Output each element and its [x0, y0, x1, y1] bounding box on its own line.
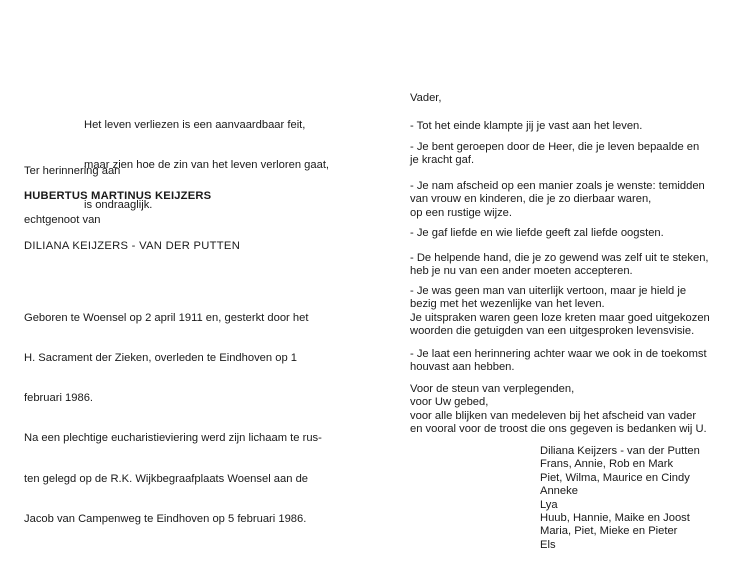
- poem-line: is ondraaglijk.: [84, 199, 153, 212]
- biography-line: februari 1986.: [24, 392, 94, 405]
- signature-line: Els: [540, 538, 556, 551]
- signature-line: Anneke: [540, 485, 578, 498]
- tribute-line: - Tot het einde klampte jij je vast aan het leven.: [410, 120, 643, 132]
- signature-line: Piet, Wilma, Maurice en Cindy: [540, 471, 690, 484]
- signature-line: Huub, Hannie, Maike en Joost: [540, 512, 690, 525]
- tribute-paragraph: [410, 285, 710, 339]
- tribute-line: - Je laat een herinnering achter waar we ook in de toekomst: [410, 348, 707, 360]
- signature-line: Maria, Piet, Mieke en Pieter: [540, 525, 678, 538]
- signature-line: Frans, Annie, Rob en Mark: [540, 458, 674, 471]
- opening-poem: [84, 92, 329, 239]
- tribute-line: Je uitspraken waren geen loze kreten maar goed uitgekozen: [410, 311, 710, 324]
- tribute-line: op een rustige wijze.: [410, 206, 512, 219]
- tribute-line: - Je gaf liefde en wie liefde geeft zal liefde oogsten.: [410, 227, 664, 239]
- tribute-line: - Je nam afscheid op een manier zoals je wenste: temidden: [410, 180, 705, 192]
- biography-line: H. Sacrament der Zieken, overleden te Eindhoven op 1: [24, 352, 298, 365]
- biography-line: ten gelegd op de R.K. Wijkbegraafplaats Woensel aan de: [24, 472, 309, 485]
- biography-line: Jacob van Campenweg te Eindhoven op 5 februari 1986.: [24, 512, 307, 525]
- tribute-paragraph: [410, 180, 710, 220]
- thanks-line: Voor de steun van verplegenden,: [410, 383, 575, 395]
- relation-label: echtgenoot van: [24, 214, 101, 226]
- tribute-line: heb je nu van een ander moeten accepteren.: [410, 265, 633, 278]
- biography-line: Geboren te Woensel op 2 april 1911 en, gesterkt door het: [24, 311, 309, 324]
- biography-line: Na een plechtige eucharistieviering werd zijn lichaam te rus-: [24, 432, 322, 445]
- salutation: Vader,: [410, 92, 442, 104]
- tribute-line: - De helpende hand, die je zo gewend was zelf uit te steken,: [410, 252, 709, 264]
- tribute-paragraph: [410, 252, 710, 279]
- biography: [24, 285, 322, 553]
- tribute-line: houvast aan hebben.: [410, 361, 515, 374]
- tribute-paragraph: [410, 227, 710, 240]
- thanks-paragraph: [410, 383, 710, 437]
- signature-line: Diliana Keijzers - van der Putten: [540, 445, 700, 457]
- signature-line: Lya: [540, 498, 558, 511]
- poem-line: Het leven verliezen is een aanvaardbaar feit,: [84, 118, 306, 131]
- tribute-line: bezig met het wezenlijke van het leven.: [410, 298, 605, 311]
- tribute-paragraph: [410, 348, 710, 375]
- tribute-line: woorden die getuigden van een uitgesproken levensvisie.: [410, 325, 695, 338]
- tribute-paragraph: [410, 120, 710, 133]
- thanks-line: en vooral voor de troost die ons gegeven is bedanken wij U.: [410, 423, 707, 436]
- tribute-line: je kracht gaf.: [410, 154, 475, 167]
- tribute-line: - Je was geen man van uiterlijk vertoon, maar je hield je: [410, 285, 687, 297]
- thanks-line: voor alle blijken van medeleven bij het afscheid van vader: [410, 409, 697, 422]
- thanks-line: voor Uw gebed,: [410, 396, 489, 409]
- spouse-name: DILIANA KEIJZERS - VAN DER PUTTEN: [24, 240, 241, 252]
- family-signatures: [540, 445, 700, 552]
- memorial-intro: Ter herinnering aan: [24, 165, 121, 177]
- tribute-line: van vrouw en kinderen, die je zo dierbaar waren,: [410, 193, 652, 206]
- deceased-name: HUBERTUS MARTINUS KEIJZERS: [24, 190, 212, 202]
- tribute-line: - Je bent geroepen door de Heer, die je leven bepaalde en: [410, 141, 700, 153]
- tribute-paragraph: [410, 141, 710, 168]
- poem-line: maar zien hoe de zin van het leven verloren gaat,: [84, 159, 330, 172]
